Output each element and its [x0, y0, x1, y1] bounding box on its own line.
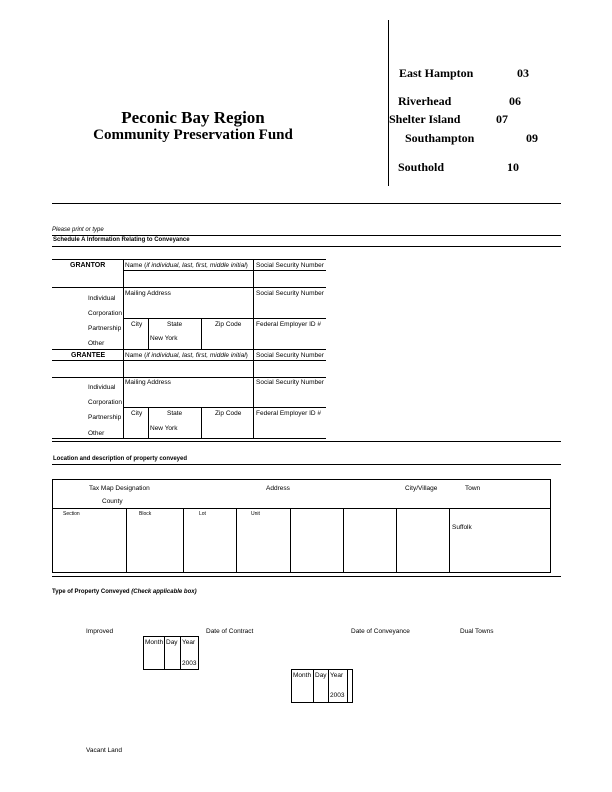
- town-code: 07: [496, 112, 508, 126]
- type-partnership[interactable]: Partnership: [88, 414, 122, 421]
- rule: [52, 576, 561, 577]
- rule: [201, 318, 202, 350]
- rule: [52, 235, 561, 236]
- type-individual[interactable]: Individual: [88, 295, 116, 302]
- grantor-label: GRANTOR: [70, 262, 106, 269]
- grantee-ssn2-label: Social Security Number: [256, 379, 324, 386]
- grantor-state-label: State: [167, 321, 183, 328]
- improved-option[interactable]: Improved: [86, 628, 114, 635]
- grantee-city-label: City: [131, 410, 143, 417]
- town-code: 03: [517, 66, 529, 80]
- print-note: Please print or type: [52, 227, 104, 233]
- rule: [236, 508, 237, 573]
- schedule-a-heading: Schedule A Information Relating to Conveyance: [53, 237, 190, 243]
- town-name: Southold: [398, 160, 445, 174]
- rule: [347, 669, 348, 703]
- grantee-fein-label: Federal Employer ID #: [256, 410, 322, 417]
- grantee-zip-label: Zip Code: [215, 410, 242, 417]
- rule: [52, 438, 326, 439]
- grantor-name-label: Name (if individual, last, first, middle initial): [125, 262, 248, 269]
- conveyance-month-label[interactable]: Month: [293, 672, 312, 679]
- conveyance-day-label[interactable]: Day: [315, 672, 327, 679]
- block-label: Block: [139, 511, 152, 517]
- contract-year-label[interactable]: Year: [182, 639, 196, 646]
- section-label: Section: [63, 511, 80, 517]
- rule: [52, 349, 326, 350]
- type-individual[interactable]: Individual: [88, 384, 116, 391]
- county-label: County: [102, 498, 123, 505]
- rule: [52, 377, 326, 378]
- grantee-state-label: State: [167, 410, 183, 417]
- conveyance-year-label[interactable]: Year: [330, 672, 344, 679]
- tax-map-label: Tax Map Designation: [89, 485, 150, 492]
- grantor-ssn-label: Social Security Number: [256, 262, 324, 269]
- date-conveyance-label: Date of Conveyance: [351, 628, 410, 635]
- type-other[interactable]: Other: [88, 430, 105, 437]
- city-village-label: City/Village: [405, 485, 438, 492]
- rule: [52, 246, 561, 247]
- rule: [253, 259, 254, 350]
- rule: [126, 508, 127, 573]
- rule: [148, 318, 149, 350]
- rule: [183, 508, 184, 573]
- rule: [52, 287, 326, 288]
- grantee-ssn-label: Social Security Number: [256, 352, 324, 359]
- grantor-mailing-label: Mailing Address: [125, 290, 171, 297]
- grantor-zip-label: Zip Code: [215, 321, 242, 328]
- grantor-state-value: New York: [150, 335, 178, 342]
- vacant-land-option[interactable]: Vacant Land: [86, 747, 123, 754]
- rule: [52, 441, 561, 442]
- name-field[interactable]: [52, 360, 326, 361]
- grantor-city-label: City: [131, 321, 143, 328]
- rule: [253, 349, 254, 439]
- town-label: Town: [465, 485, 481, 492]
- header-divider: [388, 20, 389, 186]
- grantor-ssn2-label: Social Security Number: [256, 290, 324, 297]
- dual-towns-label: Dual Towns: [460, 628, 494, 635]
- town-name: Riverhead: [398, 94, 452, 108]
- type-heading: Type of Property Conveyed (Check applicable box): [52, 589, 197, 595]
- rule: [123, 318, 326, 319]
- conveyance-year-value: 2003: [330, 692, 345, 699]
- rule: [148, 407, 149, 439]
- grantee-mailing-label: Mailing Address: [125, 379, 171, 386]
- type-other[interactable]: Other: [88, 340, 105, 347]
- lot-label: Lot: [199, 511, 206, 517]
- town-code: 10: [507, 160, 519, 174]
- type-corporation[interactable]: Corporation: [88, 399, 122, 406]
- location-header-box: [52, 479, 551, 509]
- town-name: East Hampton: [399, 66, 474, 80]
- contract-year-value: 2003: [182, 660, 197, 667]
- town-name: Shelter Island: [389, 112, 461, 126]
- grantor-fein-label: Federal Employer ID #: [256, 321, 322, 328]
- town-code: 06: [509, 94, 521, 108]
- type-corporation[interactable]: Corporation: [88, 310, 122, 317]
- header-rule: [52, 203, 561, 204]
- rule: [313, 669, 314, 703]
- address-label: Address: [266, 485, 290, 492]
- rule: [52, 464, 561, 465]
- rule: [123, 259, 124, 350]
- contract-day-label[interactable]: Day: [166, 639, 178, 646]
- rule: [201, 407, 202, 439]
- rule: [180, 636, 181, 670]
- fund-title: Community Preservation Fund: [93, 127, 293, 143]
- rule: [449, 508, 450, 573]
- region-title: Peconic Bay Region: [121, 108, 265, 127]
- rule: [290, 508, 291, 573]
- rule: [164, 636, 165, 670]
- grantee-state-value: New York: [150, 425, 178, 432]
- town-code: 09: [526, 131, 538, 145]
- grantee-name-label: Name (if individual, last, first, middle initial): [125, 352, 248, 359]
- town-name: Southampton: [405, 131, 475, 145]
- unit-label: Unit: [251, 511, 260, 517]
- rule: [328, 669, 329, 703]
- rule: [123, 407, 326, 408]
- date-contract-label: Date of Contract: [206, 628, 254, 635]
- rule: [396, 508, 397, 573]
- contract-month-label[interactable]: Month: [145, 639, 164, 646]
- type-partnership[interactable]: Partnership: [88, 325, 122, 332]
- rule: [52, 259, 326, 260]
- county-value: Suffolk: [452, 524, 472, 531]
- location-heading: Location and description of property conveyed: [53, 456, 188, 462]
- name-field[interactable]: [123, 270, 326, 271]
- rule: [343, 508, 344, 573]
- grantee-label: GRANTEE: [71, 352, 106, 359]
- rule: [123, 349, 124, 439]
